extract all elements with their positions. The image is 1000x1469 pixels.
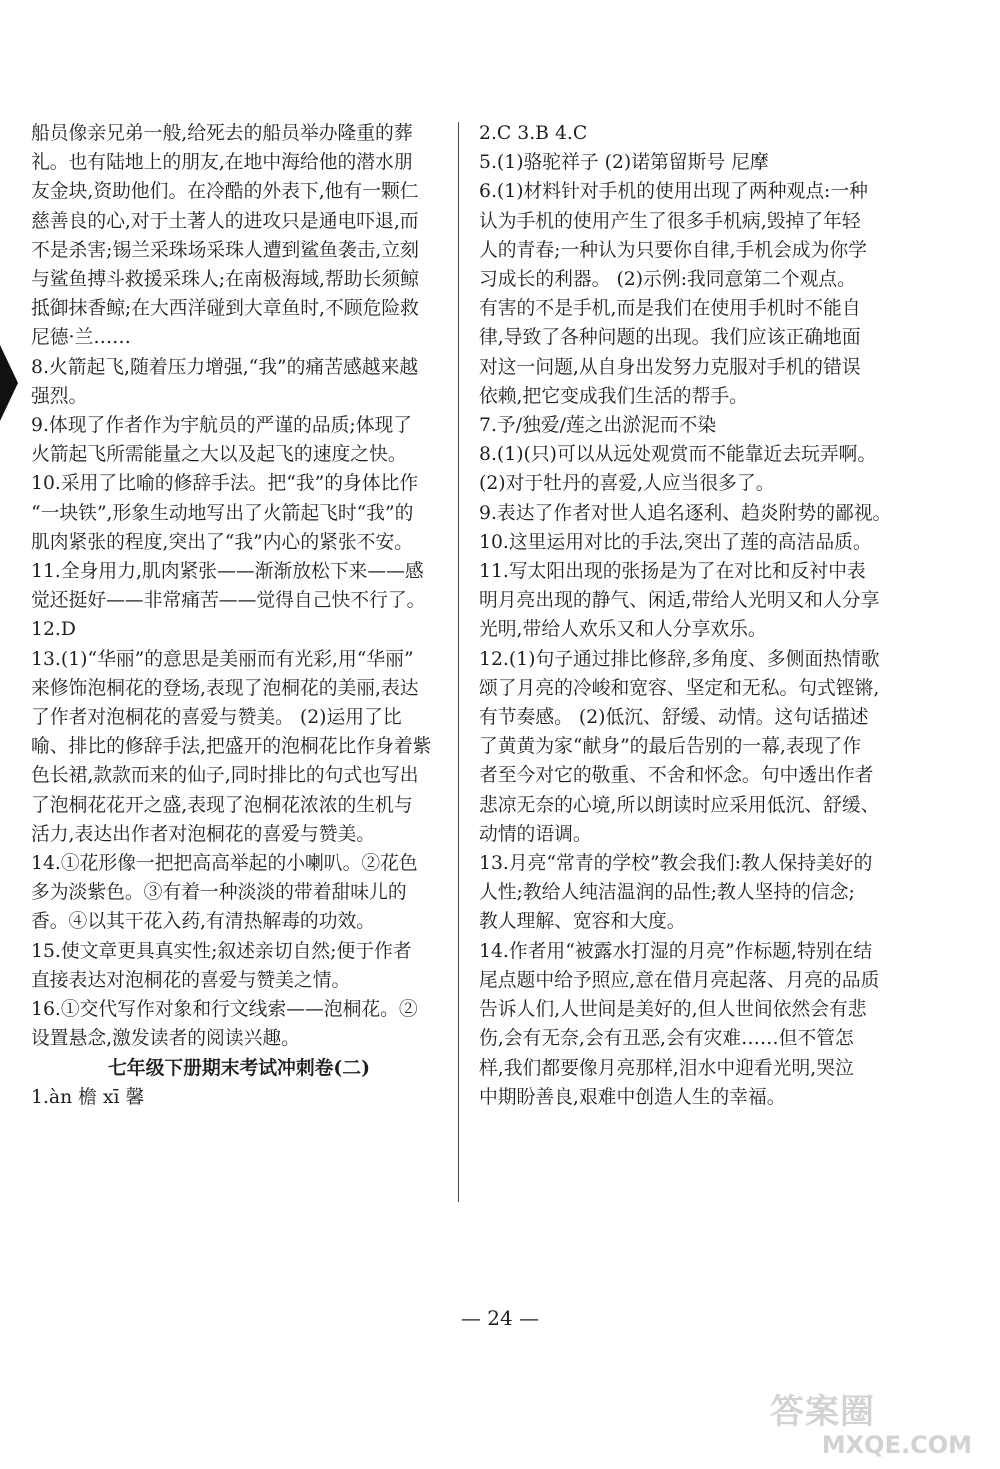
- text-line: 尾点题中给予照应,意在借月亮起落、月亮的品质: [479, 969, 880, 991]
- text-line: 设置悬念,激发读者的阅读兴趣。: [31, 1028, 300, 1050]
- section-title: 七年级下册期末考试冲刺卷(二): [108, 1056, 370, 1079]
- text-line: 中期盼善良,艰难中创造人生的幸福。: [479, 1086, 786, 1108]
- text-line: 色长裙,款款而来的仙子,同时排比的句式也写出: [31, 765, 419, 787]
- answer-16: 16.①交代写作对象和行文线索——泡桐花。②: [31, 999, 418, 1021]
- text-line: 喻、排比的修辞手法,把盛开的泡桐花比作身着紫: [31, 736, 432, 758]
- answer-8: 8.火箭起飞,随着压力增强,“我”的痛苦感越来越: [31, 356, 419, 378]
- text-line: 习成长的利器。 (2)示例:我同意第二个观点。: [479, 269, 856, 291]
- text-line: 者至今对它的敬重、不舍和怀念。句中透出作者: [479, 765, 874, 787]
- text-line: 强烈。: [31, 385, 88, 407]
- answer-14: 14.作者用“被露水打湿的月亮”作标题,特别在结: [479, 940, 873, 962]
- answer-15: 15.使文章更具真实性;叙述亲切自然;便于作者: [31, 940, 412, 962]
- text-line: “一块铁”,形象生动地写出了火箭起飞时“我”的: [31, 502, 414, 524]
- text-line: 律,导致了各种问题的出现。我们应该正确地面: [479, 327, 861, 349]
- answer-7: 7.予/独爱/莲之出淤泥而不染: [479, 415, 717, 437]
- page-number: — 24 —: [460, 1306, 540, 1330]
- watermark: [770, 1393, 990, 1465]
- text-line: 火箭起飞所需能量之大以及起飞的速度之快。: [31, 444, 407, 466]
- text-line: 依赖,把它变成我们生活的帮手。: [479, 385, 748, 407]
- right-column: [479, 119, 893, 1112]
- text-line: 船员像亲兄弟一般,给死去的船员举办隆重的葬: [31, 123, 413, 144]
- text-line: 认为手机的使用产生了很多手机病,毁掉了年轻: [479, 210, 861, 232]
- text-line: 对这一问题,从自身出发努力克服对手机的错误: [479, 356, 861, 378]
- text-line: 告诉人们,人世间是美好的,但人世间依然会有悲: [479, 999, 867, 1021]
- answer-6: 6.(1)材料针对手机的使用出现了两种观点:一种: [479, 181, 868, 203]
- text-line: 悲凉无奈的心境,所以朗读时应采用低沉、舒缓、: [479, 794, 880, 816]
- text-line: 友金块,资助他们。在冷酷的外表下,他有一颗仁: [31, 181, 419, 203]
- column-divider: [458, 122, 459, 1202]
- answer-10: 10.采用了比喻的修辞手法。把“我”的身体比作: [31, 473, 419, 495]
- answer-1: 1.àn 檐 xī 馨: [31, 1086, 145, 1108]
- answer-2-4: 2.C 3.B 4.C: [479, 123, 588, 144]
- text-line: 了泡桐花花开之盛,表现了泡桐花浓浓的生机与: [31, 794, 413, 816]
- text-line: 教人理解、宽容和大度。: [479, 911, 686, 933]
- answer-5: 5.(1)骆驼祥子 (2)诺第留斯号 尼摩: [479, 152, 769, 174]
- text-line: 动情的语调。: [479, 823, 592, 845]
- watermark-url: MXQE.COM: [821, 1431, 972, 1459]
- answer-9: 9.表达了作者对世人追名逐利、趋炎附势的鄙视。: [479, 502, 892, 524]
- text-line: 活力,表达出作者对泡桐花的喜爱与赞美。: [31, 823, 376, 845]
- text-line: 尼德·兰……: [31, 327, 131, 349]
- answer-9: 9.体现了作者作为宇航员的严谨的品质;体现了: [31, 415, 413, 437]
- text-line: 人性;教给人纯洁温润的品性;教人坚持的信念;: [479, 882, 855, 904]
- text-line: 与鲨鱼搏斗救援采珠人;在南极海域,帮助长须鲸: [31, 269, 419, 291]
- left-column: [31, 119, 447, 1112]
- text-line: 样,我们都要像月亮那样,泪水中迎看光明,哭泣: [479, 1057, 854, 1079]
- text-line: 不是杀害;锡兰采珠场采珠人遭到鲨鱼袭击,立刻: [31, 239, 419, 261]
- text-line: 有节奏感。 (2)低沉、舒缓、动情。这句话描述: [479, 707, 869, 729]
- text-line: 礼。也有陆地上的朋友,在地中海给他的潜水朋: [31, 152, 413, 174]
- text-line: 直接表达对泡桐花的喜爱与赞美之情。: [31, 969, 351, 991]
- answer-10: 10.这里运用对比的手法,突出了莲的高洁品质。: [479, 531, 872, 553]
- page-edge-mark: [0, 345, 18, 421]
- text-line: 来修饰泡桐花的登场,表现了泡桐花的美丽,表达: [31, 677, 419, 699]
- text-line: (2)对于牡丹的喜爱,人应当很多了。: [479, 473, 775, 495]
- text-line: 有害的不是手机,而是我们在使用手机时不能自: [479, 298, 861, 320]
- text-line: 颂了月亮的冷峻和宽容、坚定和无私。句式铿锵,: [479, 677, 880, 699]
- text-line: 人的青春;一种认为只要你自律,手机会成为你学: [479, 239, 867, 261]
- answer-13: 13.(1)“华丽”的意思是美丽而有光彩,用“华丽”: [31, 648, 414, 670]
- text-line: 抵御抹香鲸;在大西洋碰到大章鱼时,不顾危险救: [31, 298, 419, 320]
- text-line: 伤,会有无奈,会有丑恶,会有灾难……但不管怎: [479, 1028, 854, 1050]
- answer-14: 14.①花形像一把把高高举起的小喇叭。②花色: [31, 853, 418, 875]
- answer-12: 12.(1)句子通过排比修辞,多角度、多侧面热情歌: [479, 648, 880, 670]
- answer-11: 11.写太阳出现的张扬是为了在对比和反衬中表: [479, 561, 866, 583]
- text-line: 了作者对泡桐花的喜爱与赞美。 (2)运用了比: [31, 707, 402, 729]
- text-line: 觉还挺好——非常痛苦——觉得自己快不行了。: [31, 590, 426, 612]
- text-line: 慈善良的心,对于土著人的进攻只是通电吓退,而: [31, 210, 419, 232]
- answer-8: 8.(1)(只)可以从远处观赏而不能靠近去玩弄啊。: [479, 444, 877, 466]
- answer-11: 11.全身用力,肌肉紧张——渐渐放松下来——感: [31, 561, 424, 583]
- text-line: 光明,带给人欢乐又和人分享欢乐。: [479, 619, 767, 641]
- watermark-logo: 答案圈: [770, 1392, 875, 1432]
- answer-13: 13.月亮“常青的学校”教会我们:教人保持美好的: [479, 853, 873, 875]
- text-line: 肌肉紧张的程度,突出了“我”内心的紧张不安。: [31, 531, 414, 553]
- text-line: 香。④以其干花入药,有清热解毒的功效。: [31, 911, 376, 933]
- text-line: 明月亮出现的静气、闲适,带给人光明又和人分享: [479, 590, 880, 612]
- text-line: 多为淡紫色。③有着一种淡淡的带着甜味儿的: [31, 882, 407, 904]
- answer-12: 12.D: [31, 619, 76, 641]
- text-line: 了黄黄为家“献身”的最后告别的一幕,表现了作: [479, 736, 862, 758]
